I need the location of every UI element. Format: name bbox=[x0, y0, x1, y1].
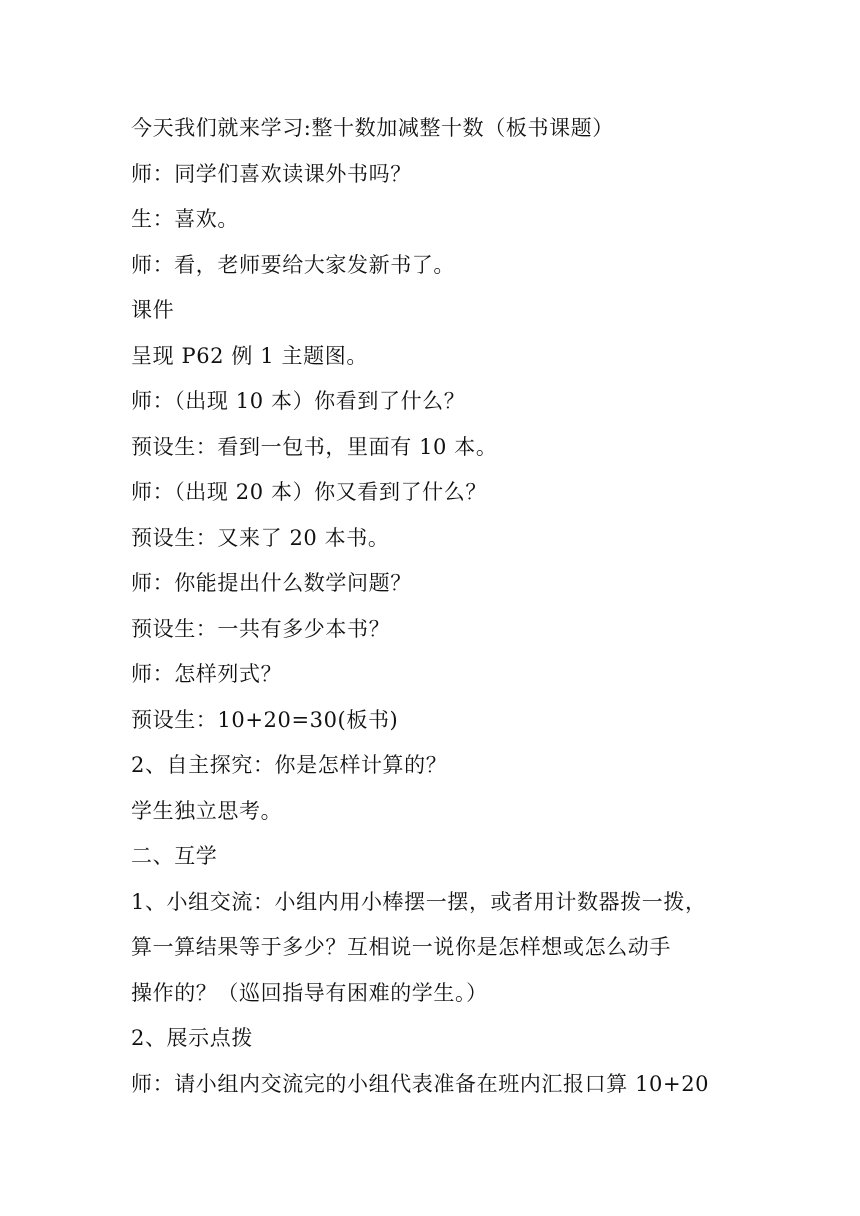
text-line: 呈现 P62 例 1 主题图。 bbox=[131, 343, 368, 368]
text-line: 师：（出现 10 本）你看到了什么？ bbox=[131, 389, 466, 413]
text-line: 师：看，老师要给大家发新书了。 bbox=[131, 252, 455, 277]
text-line: 课件 bbox=[131, 298, 175, 322]
text-line: 师：（出现 20 本）你又看到了什么？ bbox=[131, 480, 487, 504]
section-heading: 二、互学 bbox=[131, 844, 218, 868]
text-line: 师：怎样列式？ bbox=[131, 662, 283, 686]
text-line: 2、展示点拨 bbox=[131, 1026, 253, 1050]
text-line: 算一算结果等于多少？互相说一说你是怎样想或怎么动手 bbox=[131, 935, 671, 959]
text-line: 师：你能提出什么数学问题？ bbox=[131, 571, 412, 595]
text-line: 师：同学们喜欢读课外书吗？ bbox=[131, 161, 412, 186]
text-line: 学生独立思考。 bbox=[131, 798, 283, 823]
text-line: 预设生：10+20=30(板书) bbox=[131, 707, 399, 732]
text-line: 预设生：看到一包书，里面有 10 本。 bbox=[131, 434, 498, 459]
text-line: 预设生：一共有多少本书？ bbox=[131, 616, 391, 641]
text-line: 师：请小组内交流完的小组代表准备在班内汇报口算 10+20 bbox=[131, 1071, 710, 1096]
text-line: 今天我们就来学习:整十数加减整十数（板书课题） bbox=[131, 116, 614, 140]
text-line: 操作的？（巡回指导有困难的学生。） bbox=[131, 980, 488, 1005]
document-body bbox=[131, 106, 741, 1107]
text-line: 2、自主探究：你是怎样计算的？ bbox=[131, 753, 448, 777]
text-line: 生：喜欢。 bbox=[131, 207, 239, 231]
text-line: 1、小组交流：小组内用小棒摆一摆，或者用计数器拨一拨， bbox=[131, 889, 707, 914]
text-line: 预设生：又来了 20 本书。 bbox=[131, 525, 390, 550]
